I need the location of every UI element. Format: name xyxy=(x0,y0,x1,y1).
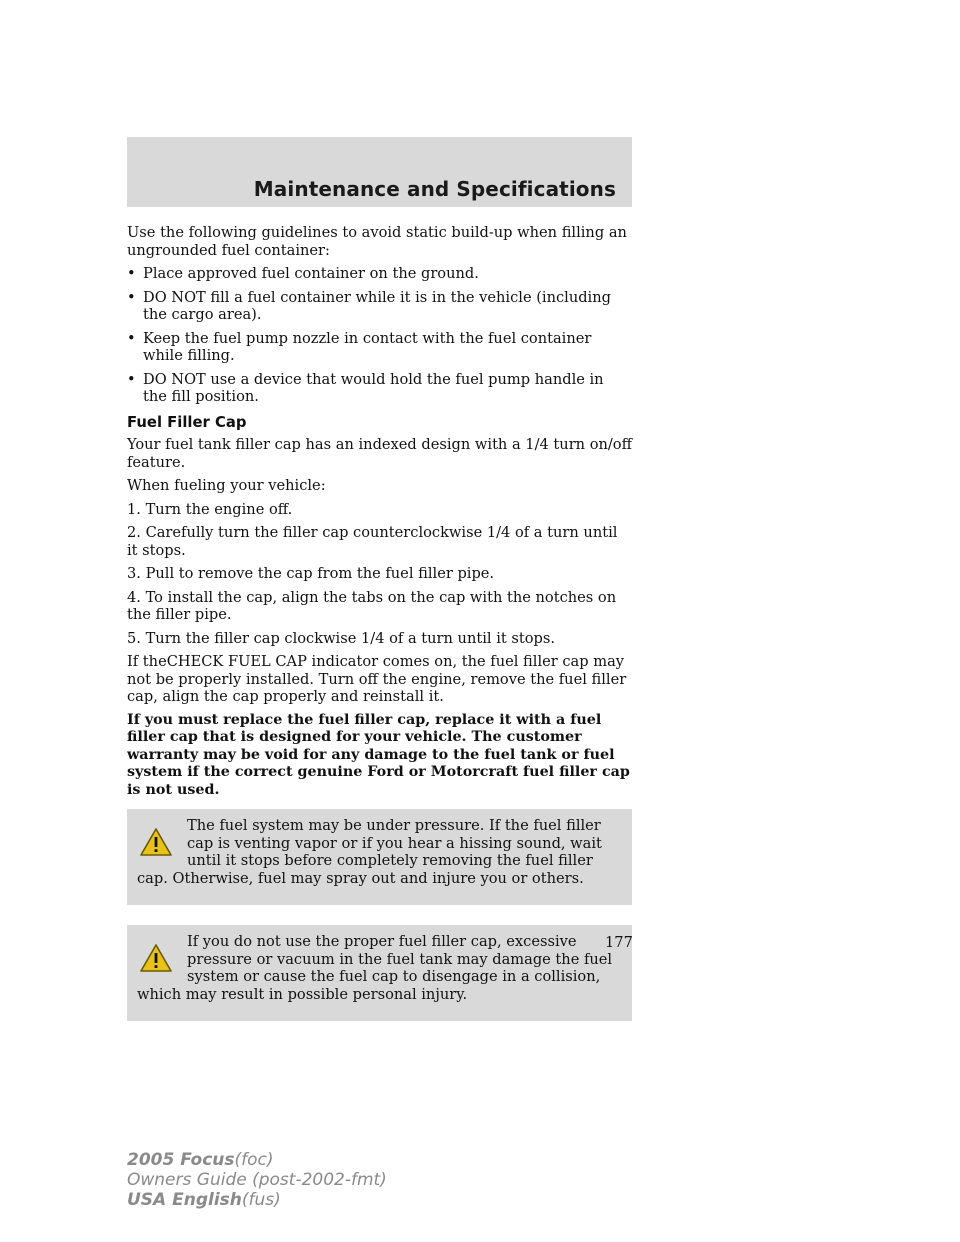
list-item: • DO NOT fill a fuel container while it is in the vehicle (including the cargo area). xyxy=(127,288,611,323)
section-header-band xyxy=(127,137,632,207)
list-item: 4. To install the cap, align the tabs on the cap with the notches on the filler pipe. xyxy=(127,588,617,623)
step-list xyxy=(127,501,632,648)
bullet-icon: • xyxy=(127,288,136,306)
footer-line: USA English(fus) xyxy=(127,1190,281,1210)
warning-text: The fuel system may be under pressure. If the fuel filler cap is venting vapor or if you hear a hissing sound, wait until it stops before completely removing the fuel filler cap. Otherwise, fuel may spray out and injure you or others. xyxy=(137,817,602,887)
warning-triangle-icon xyxy=(139,943,173,973)
warning-text: If you do not use the proper fuel filler cap, excessive pressure or vacuum in the fuel tank may damage the fuel system or cause the fuel cap to disengage in a collision, which may result in possible personal injury. xyxy=(137,933,613,1003)
section-title: Maintenance and Specifications xyxy=(253,177,616,201)
check-fuel-cap-paragraph: If theCHECK FUEL CAP indicator comes on, the fuel filler cap may not be properly installed. Turn off the engine, remove the fuel filler cap, align the cap properly and reinstall it. xyxy=(127,653,627,705)
list-item: • Place approved fuel container on the ground. xyxy=(127,265,479,282)
list-item: 1. Turn the engine off. xyxy=(127,500,293,518)
list-item: • DO NOT use a device that would hold the fuel pump handle in the fill position. xyxy=(127,370,604,405)
list-item: 2. Carefully turn the filler cap counterclockwise 1/4 of a turn until it stops. xyxy=(127,524,618,559)
bullet-icon: • xyxy=(127,329,136,347)
warning-box xyxy=(127,925,632,1021)
design-paragraph: Your fuel tank filler cap has an indexed design with a 1/4 turn on/off feature. xyxy=(127,436,632,471)
footer-line: Owners Guide (post-2002-fmt) xyxy=(127,1170,387,1190)
document-footer xyxy=(127,1150,387,1210)
guideline-list xyxy=(127,265,632,406)
section-heading: Fuel Filler Cap xyxy=(127,413,247,431)
list-item: 3. Pull to remove the cap from the fuel filler pipe. xyxy=(127,565,495,582)
bullet-icon: • xyxy=(127,265,136,282)
footer-line: 2005 Focus(foc) xyxy=(127,1150,274,1170)
warning-box xyxy=(127,809,632,905)
bullet-icon: • xyxy=(127,370,136,388)
fueling-intro: When fueling your vehicle: xyxy=(127,477,326,494)
warning-triangle-icon xyxy=(139,827,173,857)
list-item: • Keep the fuel pump nozzle in contact with the fuel container while filling. xyxy=(127,329,592,364)
replacement-warning-paragraph: If you must replace the fuel filler cap, replace it with a fuel filler cap that is designed for your vehicle. The customer warranty may be void for any damage to the fuel tank or fuel system if the correct genuine Ford or Motorcraft fuel filler cap is not used. xyxy=(127,711,630,798)
page-number: 177 xyxy=(605,934,633,951)
page-content xyxy=(127,224,632,1021)
list-item: 5. Turn the filler cap clockwise 1/4 of a turn until it stops. xyxy=(127,629,555,647)
intro-paragraph: Use the following guidelines to avoid static build-up when filling an ungrounded fuel container: xyxy=(127,224,627,259)
